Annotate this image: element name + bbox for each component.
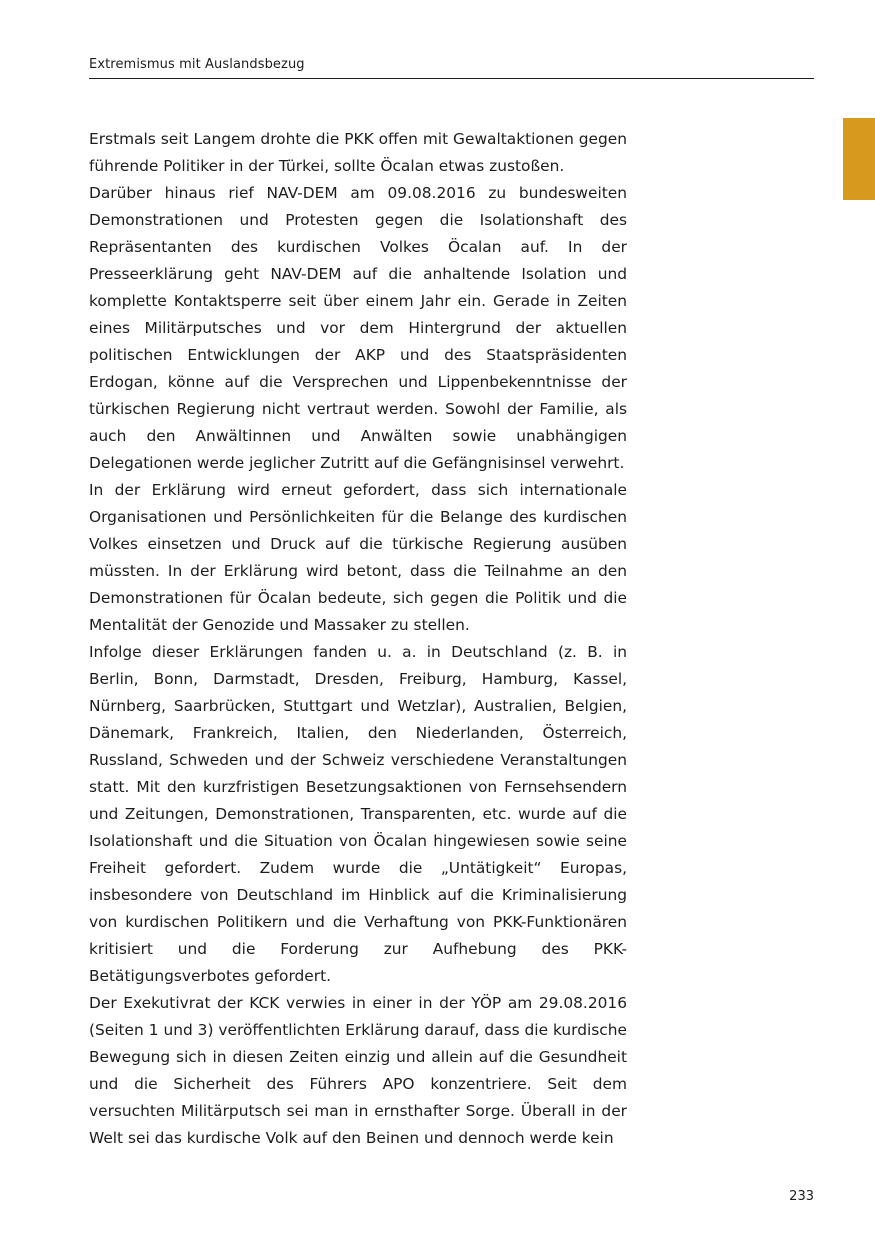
body-text (89, 126, 627, 1152)
running-header: Extremismus mit Auslandsbezug (89, 57, 305, 72)
header-rule (89, 78, 814, 79)
paragraph: Darüber hinaus rief NAV-DEM am 09.08.2016 zu bundesweiten Demonstrationen und Protesten gegen die Isolationshaft des Repräsentanten des kurdischen Volkes Öcalan auf. In der Presseerklärung geht NAV-DEM auf die anhaltende Isolation und komplette Kontaktsperre seit über einem Jahr ein. Gerade in Zeiten eines Militärputsches und vor dem Hintergrund der aktuellen politischen Entwicklungen der AKP und des Staatspräsidenten Erdogan, könne auf die Versprechen und Lippenbekenntnisse der türkischen Regierung nicht vertraut werden. Sowohl der Familie, als auch den Anwältinnen und Anwälten sowie unabhängigen Delegationen werde jeglicher Zutritt auf die Gefängnisinsel verwehrt. (89, 184, 627, 472)
paragraph: Der Exekutivrat der KCK verwies in einer in der YÖP am 29.08.2016 (Seiten 1 und 3) veröffentlichten Erklärung darauf, dass die kurdische Bewegung sich in diesen Zeiten einzig und allein auf die Gesundheit und die Sicherheit des Führers APO konzentriere. Seit dem versuchten Militärputsch sei man in ernsthafter Sorge. Überall in der Welt sei das kurdische Volk auf den Beinen und dennoch werde kein (89, 994, 627, 1147)
section-color-tab (843, 118, 875, 200)
page-number: 233 (789, 1189, 814, 1204)
paragraph: Infolge dieser Erklärungen fanden u. a. in Deutschland (z. B. in Berlin, Bonn, Darmstadt, Dresden, Freiburg, Hamburg, Kassel, Nürnberg, Saarbrücken, Stuttgart und Wetzlar), Australien, Belgien, Dänemark, Frankreich, Italien, den Niederlanden, Österreich, Russland, Schweden und der Schweiz verschiedene Veranstaltungen statt. Mit den kurzfristigen Besetzungsaktionen von Fernsehsendern und Zeitungen, Demonstrationen, Transparenten, etc. wurde auf die Isolationshaft und die Situation von Öcalan hingewiesen sowie seine Freiheit gefordert. Zudem wurde die „Untätigkeit“ Europas, insbesondere von Deutschland im Hinblick auf die Kriminalisierung von kurdischen Politikern und die Verhaftung von PKK-Funktionären kritisiert und die Forderung zur Aufhebung des PKK-Betätigungsverbotes gefordert. (89, 643, 627, 985)
paragraph: In der Erklärung wird erneut gefordert, dass sich internationale Organisationen und Persönlichkeiten für die Belange des kurdischen Volkes einsetzen und Druck auf die türkische Regierung ausüben müssten. In der Erklärung wird betont, dass die Teilnahme an den Demonstrationen für Öcalan bedeute, sich gegen die Politik und die Mentalität der Genozide und Massaker zu stellen. (89, 481, 627, 634)
paragraph: Erstmals seit Langem drohte die PKK offen mit Gewaltaktionen gegen führende Politiker in der Türkei, sollte Öcalan etwas zustoßen. (89, 130, 627, 175)
